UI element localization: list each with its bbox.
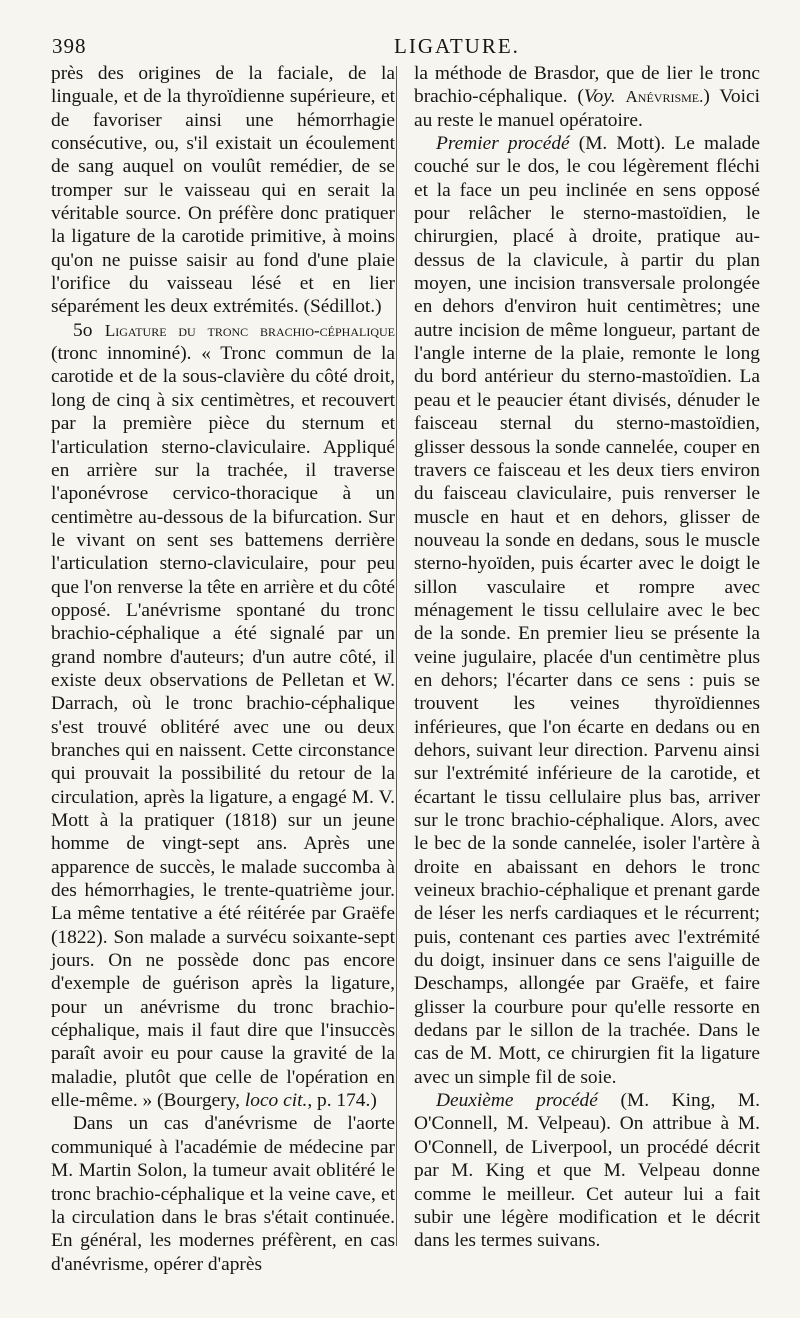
paragraph-brasdor	[414, 62, 760, 132]
cross-reference-target: Anévrisme.	[625, 87, 704, 107]
section-number: 5o	[73, 319, 93, 341]
paragraph-continuation: près des origines de la faciale, de la linguale, et de la thyroïdienne supérieure, et de favoriser ainsi une hémorrhagie consécutive, ou, s'il existait un écoulement de sang auquel on voulût remédier, de se tromper sur le vaisseau qui en serait la véritable source. On préfère donc pratiquer la ligature de la carotide primitive, à moins qu'on ne puisse saisir au fond d'une plaie l'orifice du vaisseau lésé et en lier séparément les deux extrémités. (Sédillot.)	[51, 63, 395, 318]
procedure-heading-2: Deuxième procédé	[436, 1090, 598, 1112]
text-run: ) Voici au reste le manuel opératoire.	[414, 86, 760, 131]
cross-reference-voy: Voy.	[583, 86, 616, 108]
procedure-heading-1: Premier procédé	[436, 133, 570, 155]
procedure-text-2: (M. King, M. O'Connell, M. Velpeau). On attribue à M. O'Connell, de Liverpool, un procédé décrit par M. King et que M. Velpeau donne comme le meilleur. Cet auteur lui a fait subir une légère modification et le décrit dans les termes suivans.	[414, 1090, 760, 1252]
paragraph-aorta-case: Dans un cas d'anévrisme de l'aorte communiqué à l'académie de médecine par M. Martin Solon, la tumeur avait oblitéré le tronc brachio-céphalique et la veine cave, et la circulation dans le bras s'était continuée. En général, les modernes préfèrent, en cas d'anévrisme, opérer d'après	[51, 1113, 395, 1275]
procedure-text-1: (M. Mott). Le malade couché sur le dos, le cou légèrement fléchi et la face un peu inclinée en sens opposé pour relâcher le sterno-mastoïdien, le chirurgien, placé à droite, pratique au-dessus de la clavicule, à partir du plan moyen, une incision transversale prolongée en dehors d'environ huit centimètres; une autre incision de même longueur, partant de l'angle interne de la plaie, remonte le long du bord antérieur du sterno-mastoïdien. La peau et le peaucier étant divisés, dénuder le faisceau sternal du sterno-mastoïdien, glisser dessous la sonde cannelée, couper en travers ce faisceau et les deux tiers environ du faisceau claviculaire, puis renverser le muscle en haut et en dehors, glisser de nouveau la sonde en dedans, sous le muscle sterno-hyoïden, puis écarter avec le doigt le sillon vasculaire et rompre avec ménagement le tissu cellulaire avec le bec de la sonde. En premier lieu se présente la veine jugulaire, placée d'un centimètre plus en dehors; l'écarter dans ce sens : puis se trouvent les veines thyroïdiennes inférieures, que l'on écarte en dedans ou en dehors, suivant leur direction. Parvenu ainsi sur l'extrémité inférieure de la carotide, et écartant le tissu cellulaire plus bas, arriver sur le tronc brachio-céphalique. Alors, avec le bec de la sonde cannelée, isoler l'artère à droite en abaissant en dehors le tronc veineux brachio-céphalique et prenant garde de léser les nerfs cardiaques et le récurrent; puis, contenant ces parties avec l'extrémité du doigt, insinuer dans ce sens l'aiguille de Deschamps, allongée par Graëfe, et faire glisser la courbure pour qu'elle ressorte en dedans par le sillon de la trachée. Dans le cas de M. Mott, ce chirurgien fit la ligature avec un simple fil de soie.	[414, 133, 760, 1088]
paragraph-section-5	[51, 319, 395, 1113]
left-column	[51, 62, 395, 1276]
section-text: (tronc innominé). « Tronc commun de la carotide et de la sous-clavière du côté droit, long de cinq à six centimètres, et recouvert par la première pièce du sternum et l'articulation sterno-claviculaire. Appliqué en arrière sur la trachée, il traverse l'aponévrose cervico-thoracique à un centimètre au-dessous de la bifurcation. Sur le vivant on sent ses battemens derrière l'articulation sterno-claviculaire, pour peu que l'on renverse la tête en arrière et du côté opposé. L'anévrisme spontané du tronc brachio-céphalique a été signalé par un grand nombre d'auteurs; d'un autre côté, il existe deux observations de Pelletan et W. Darrach, où le tronc brachio-céphalique s'est trouvé oblitéré avec une ou deux branches qui en naissent. Cette circonstance qui prouvait la possibilité du retour de la circulation, après la ligature, a engagé M. V. Mott à la pratiquer (1818) sur un jeune homme de vingt-sept ans. Après une apparence de succès, le malade succomba à des hémorrhagies, le trente-quatrième jour. La même tentative a été réitérée par Graëfe (1822). Son malade a survécu soixante-sept jours. On ne possède donc pas encore d'exemple de guérison après la ligature, pour un anévrisme du tronc brachio-céphalique, mais il faut dire que l'insuccès paraît avoir eu pour cause la gravité de la maladie, plutôt que celle de l'opération en elle-même. » (Bourgery,	[51, 343, 395, 1112]
paragraph-premier-procede	[414, 132, 760, 1089]
text-run: la méthode de Brasdor, que de lier le tronc brachio-céphalique. (	[414, 63, 760, 108]
column-divider	[396, 66, 397, 1246]
paragraph-deuxieme-procede	[414, 1089, 760, 1252]
page-number: 398	[52, 34, 87, 58]
citation-page: , p. 174.)	[307, 1090, 377, 1112]
section-heading: Ligature du tronc brachio-céphalique	[104, 320, 395, 340]
running-header	[52, 34, 760, 64]
right-column	[414, 62, 760, 1253]
citation-loco-cit: loco cit.	[244, 1090, 308, 1112]
running-title: LIGATURE.	[394, 34, 520, 58]
